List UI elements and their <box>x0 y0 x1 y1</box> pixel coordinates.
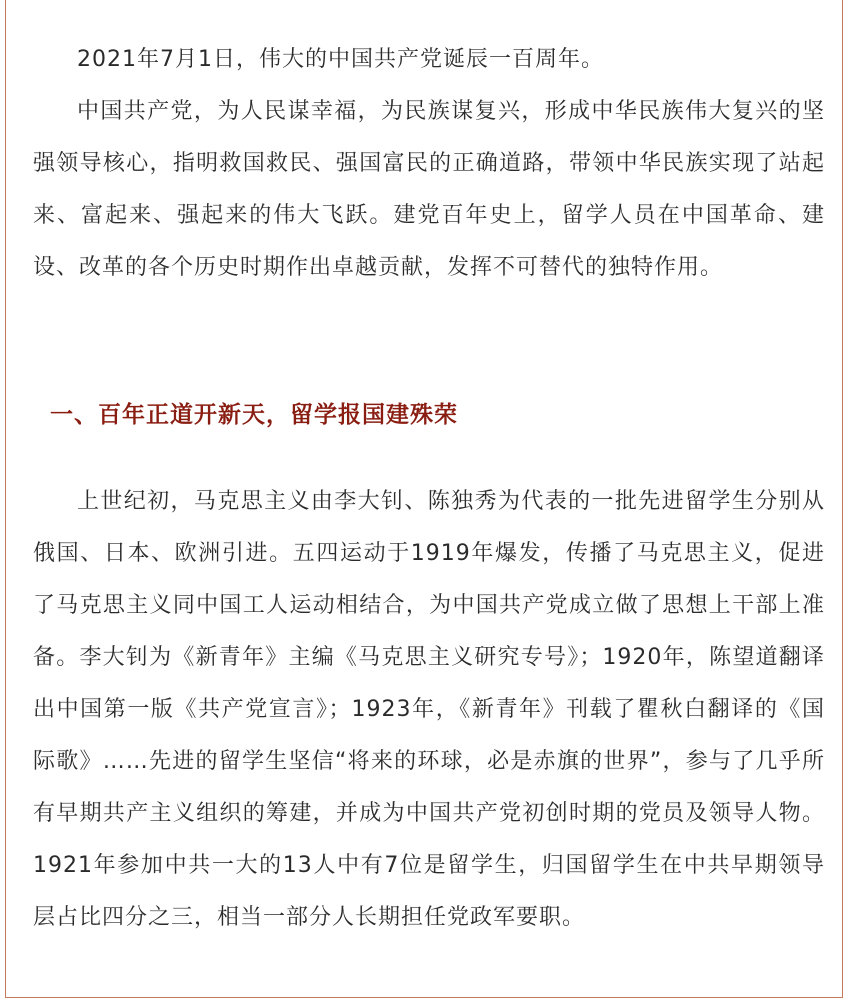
section-1-heading: 一、百年正道开新天，留学报国建殊荣 <box>50 402 458 428</box>
intro-paragraph-summary: 中国共产党，为人民谋幸福，为民族谋复兴，形成中华民族伟大复兴的坚强领导核心，指明救国救民、强国富民的正确道路，带领中华民族实现了站起来、富起来、强起来的伟大飞跃。建党百年史上，留学人员在中国革命、建设、改革的各个历史时期作出卓越贡献，发挥不可替代的独特作用。 <box>33 99 825 280</box>
section-1-paragraph: 上世纪初，马克思主义由李大钊、陈独秀为代表的一批先进留学生分别从俄国、日本、欧洲引进。五四运动于1919年爆发，传播了马克思主义，促进了马克思主义同中国工人运动相结合，为中国共产党成立做了思想上干部上准备。李大钊为《新青年》主编《马克思主义研究专号》；1920年，陈望道翻译出中国第一版《共产党宣言》；1923年，《新青年》刊载了瞿秋白翻译的《国际歌》……先进的留学生坚信“将来的环球，必是赤旗的世界”，参与了几乎所有早期共产主义组织的筹建，并成为中国共产党初创时期的党员及领导人物。1921年参加中共一大的13人中有7位是留学生，归国留学生在中共早期领导层占比四分之三，相当一部分人长期担任党政军要职。 <box>33 489 825 930</box>
intro-paragraph-date: 2021年7月1日，伟大的中国共产党诞辰一百周年。 <box>77 47 604 72</box>
